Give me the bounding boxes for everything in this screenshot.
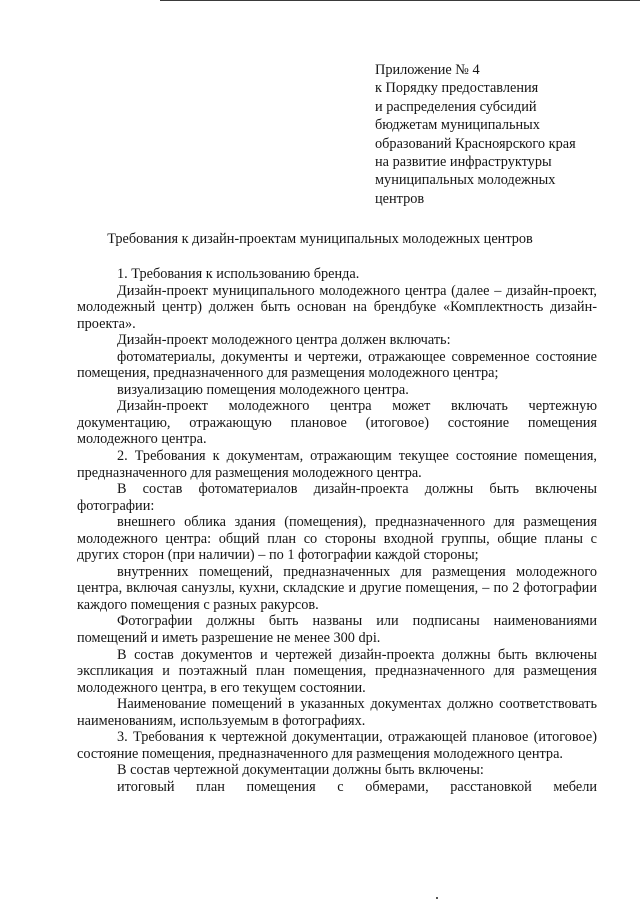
appendix-line: на развитие инфраструктуры [375, 154, 552, 171]
section-heading: 3. Требования к чертежной документации, отражающей плановое (итоговое) состояние помещения, предназначенного для размещения молодежного центра. [77, 729, 597, 762]
appendix-header [375, 61, 625, 208]
body-paragraph: внутренних помещений, предназначенных для размещения молодежного центра, включая санузлы, кухни, складские и другие помещения, – по 2 фотографии каждого помещения с разных ракурсов. [77, 563, 597, 613]
section-heading: 1. Требования к использованию бренда. [117, 266, 360, 282]
appendix-line: и распределения субсидий [375, 98, 537, 115]
body-paragraph: фотоматериалы, документы и чертежи, отражающее современное состояние помещения, предназначенного для размещения молодежного центра; [77, 348, 597, 382]
appendix-line: бюджетам муниципальных [375, 117, 540, 134]
body-paragraph: В состав документов и чертежей дизайн-проекта должны быть включены экспликация и поэтажный план помещения, предназначенного для размещения молодежного центра, в его текущем состоянии. [77, 646, 597, 696]
appendix-line: образований Красноярского края [375, 135, 576, 152]
body-paragraph: Дизайн-проект молодежного центра может включать чертежную документацию, отражающую плановое (итоговое) состояние помещения молодежного центра. [77, 398, 597, 448]
body-paragraph: итоговый план помещения с обмерами, расстановкой мебели [117, 778, 597, 795]
appendix-line: центров [375, 190, 425, 207]
body-paragraph: Наименование помещений в указанных документах должно соответствовать наименованиям, используемым в фотографиях. [77, 696, 597, 729]
body-paragraph: В состав чертежной документации должны быть включены: [117, 762, 484, 779]
body-paragraph: Дизайн-проект муниципального молодежного центра (далее – дизайн-проект, молодежный центр) должен быть основан на брендбуке «Комплектность дизайн-проекта». [77, 282, 597, 332]
body-paragraph: Дизайн-проект молодежного центра должен включать: [117, 332, 451, 349]
body-paragraph: внешнего облика здания (помещения), предназначенного для размещения молодежного центра: общий план со стороны входной группы, общие планы с других сторон (при наличии) – по 1 фотографии каждой стороны; [77, 514, 597, 564]
document-title: Требования к дизайн-проектам муниципальных молодежных центров [107, 231, 533, 247]
document-body [77, 266, 597, 796]
body-paragraph: визуализацию помещения молодежного центра. [117, 381, 409, 398]
section-heading: 2. Требования к документам, отражающим текущее состояние помещения, предназначенного для размещения молодежного центра. [77, 448, 597, 481]
appendix-line: Приложение № 4 [375, 62, 480, 78]
appendix-line: к Порядку предоставления [375, 80, 539, 97]
top-border-line [160, 0, 640, 1]
scan-speck [436, 897, 438, 899]
body-paragraph: Фотографии должны быть названы или подписаны наименованиями помещений и иметь разрешение не менее 300 dpi. [77, 613, 597, 647]
appendix-line: муниципальных молодежных [375, 172, 556, 189]
body-paragraph: В состав фотоматериалов дизайн-проекта должны быть включены фотографии: [77, 481, 597, 514]
